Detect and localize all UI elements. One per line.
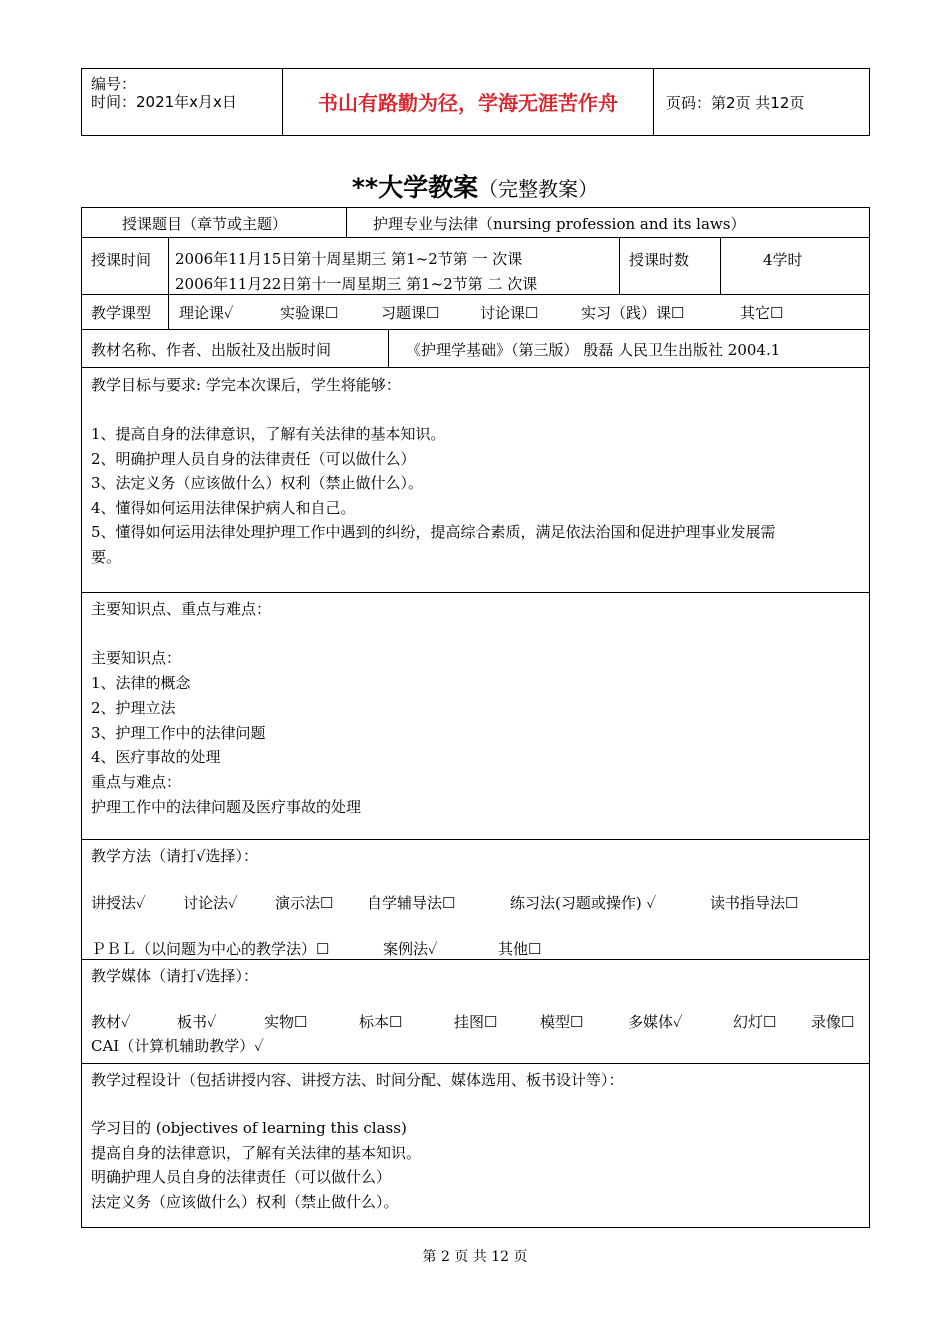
- media-heading: 教学媒体（请打√选择）：: [91, 967, 259, 985]
- type-option: 讨论课☐: [480, 304, 539, 322]
- process-section: [82, 1064, 869, 1227]
- hours-label: 授课时数: [629, 251, 690, 269]
- topic-value: 护理专业与法律（nursing profession and its laws）: [373, 215, 746, 233]
- objective-item: 2、明确护理人员自身的法律责任（可以做什么）: [91, 450, 416, 468]
- process-line: 学习目的 (objectives of learning this class): [91, 1119, 407, 1137]
- time-line-1: 2006年11月15日第十周星期三 第1~2节第 一 次课: [175, 250, 523, 268]
- time-label: 授课时间: [91, 251, 152, 269]
- knowledge-heading: 主要知识点、重点与难点：: [91, 600, 272, 618]
- method-option: ＰＢＬ（以问题为中心的教学法）☐: [91, 940, 330, 958]
- media-option: 板书✓: [177, 1013, 217, 1031]
- media-option: 录像☐: [811, 1013, 855, 1031]
- type-option: 实验课☐: [280, 304, 339, 322]
- media-option-cai: CAI（计算机辅助教学）✓: [91, 1037, 264, 1055]
- objective-item: 1、提高自身的法律意识，了解有关法律的基本知识。: [91, 425, 446, 443]
- header-meta: [82, 69, 282, 135]
- book-value: 《护理学基础》（第三版） 殷磊 人民卫生出版社 2004.1: [406, 341, 781, 359]
- process-line: 明确护理人员自身的法律责任（可以做什么）: [91, 1168, 392, 1186]
- type-option: 实习（践）课☐: [581, 304, 685, 322]
- objective-item: 3、法定义务（应该做什么）权利（禁止做什么）。: [91, 474, 424, 492]
- motto: 书山有路勤为径，学海无涯苦作舟: [282, 69, 654, 135]
- title-sub: （完整教案）: [478, 177, 599, 201]
- objective-item: 5、懂得如何运用法律处理护理工作中遇到的纠纷，提高综合素质，满足依法治国和促进护理事业发展需: [91, 523, 776, 541]
- media-option: 多媒体✓: [628, 1013, 683, 1031]
- objective-item: 要。: [91, 548, 122, 566]
- book-label: 教材名称、作者、出版社及出版时间: [91, 341, 332, 359]
- page-footer: 第 2 页 共 12 页: [422, 1249, 528, 1265]
- media-option: 挂图☐: [454, 1013, 498, 1031]
- media-option: 实物☐: [264, 1013, 308, 1031]
- title-main: **大学教案: [351, 173, 479, 202]
- knowledge-item: 2、护理立法: [91, 699, 176, 717]
- page-header: [81, 68, 870, 136]
- type-row: [82, 295, 869, 330]
- type-option: 习题课☐: [381, 304, 440, 322]
- objective-item: 4、懂得如何运用法律保护病人和自己。: [91, 499, 356, 517]
- method-option: 读书指导法☐: [710, 894, 799, 912]
- method-option: 练习法(习题或操作) ✓: [510, 894, 657, 912]
- page-label: 页码：第2页 共12页: [666, 94, 805, 112]
- method-option: 讨论法✓: [183, 894, 238, 912]
- knowledge-item: 4、医疗事故的处理: [91, 748, 221, 766]
- document-title: [0, 168, 950, 204]
- type-label: 教学课型: [91, 304, 152, 322]
- media-option: 教材✓: [91, 1013, 131, 1031]
- knowledge-item: 1、法律的概念: [91, 674, 191, 692]
- key-points: 护理工作中的法律问题及医疗事故的处理: [91, 798, 362, 816]
- method-option: 自学辅导法☐: [367, 894, 456, 912]
- media-option: 标本☐: [359, 1013, 403, 1031]
- lesson-plan-table: [81, 207, 870, 1228]
- method-option: 其他☐: [498, 940, 542, 958]
- methods-heading: 教学方法（请打√选择）：: [91, 847, 259, 865]
- time-row: [82, 238, 869, 295]
- media-section: [82, 960, 869, 1064]
- time-label: 时间：2021年x月x日: [91, 93, 237, 111]
- process-line: 提高自身的法律意识，了解有关法律的基本知识。: [91, 1144, 422, 1162]
- type-option: 其它☐: [740, 304, 784, 322]
- objectives-heading: 教学目标与要求: 学完本次课后，学生将能够：: [91, 376, 401, 394]
- knowledge-item: 3、护理工作中的法律问题: [91, 724, 266, 742]
- topic-row: [82, 208, 869, 238]
- hours-value: 4学时: [763, 251, 803, 269]
- method-option: 演示法☐: [275, 894, 334, 912]
- objectives-section: [82, 368, 869, 593]
- time-line-2: 2006年11月22日第十一周星期三 第1~2节第 二 次课: [175, 275, 538, 293]
- media-option: 幻灯☐: [733, 1013, 777, 1031]
- textbook-row: [82, 330, 869, 368]
- method-option: 讲授法✓: [91, 894, 146, 912]
- topic-label: 授课题目（章节或主题）: [122, 215, 288, 233]
- process-heading: 教学过程设计（包括讲授内容、讲授方法、时间分配、媒体选用、板书设计等）：: [91, 1071, 624, 1089]
- methods-section: [82, 840, 869, 960]
- knowledge-subheading: 主要知识点：: [91, 649, 182, 667]
- media-option: 模型☐: [540, 1013, 584, 1031]
- process-line: 法定义务（应该做什么）权利（禁止做什么）。: [91, 1193, 399, 1211]
- code-label: 编号：: [91, 75, 137, 93]
- method-option: 案例法✓: [383, 940, 438, 958]
- knowledge-section: [82, 593, 869, 840]
- type-option: 理论课✓: [179, 304, 234, 322]
- key-subheading: 重点与难点：: [91, 773, 182, 791]
